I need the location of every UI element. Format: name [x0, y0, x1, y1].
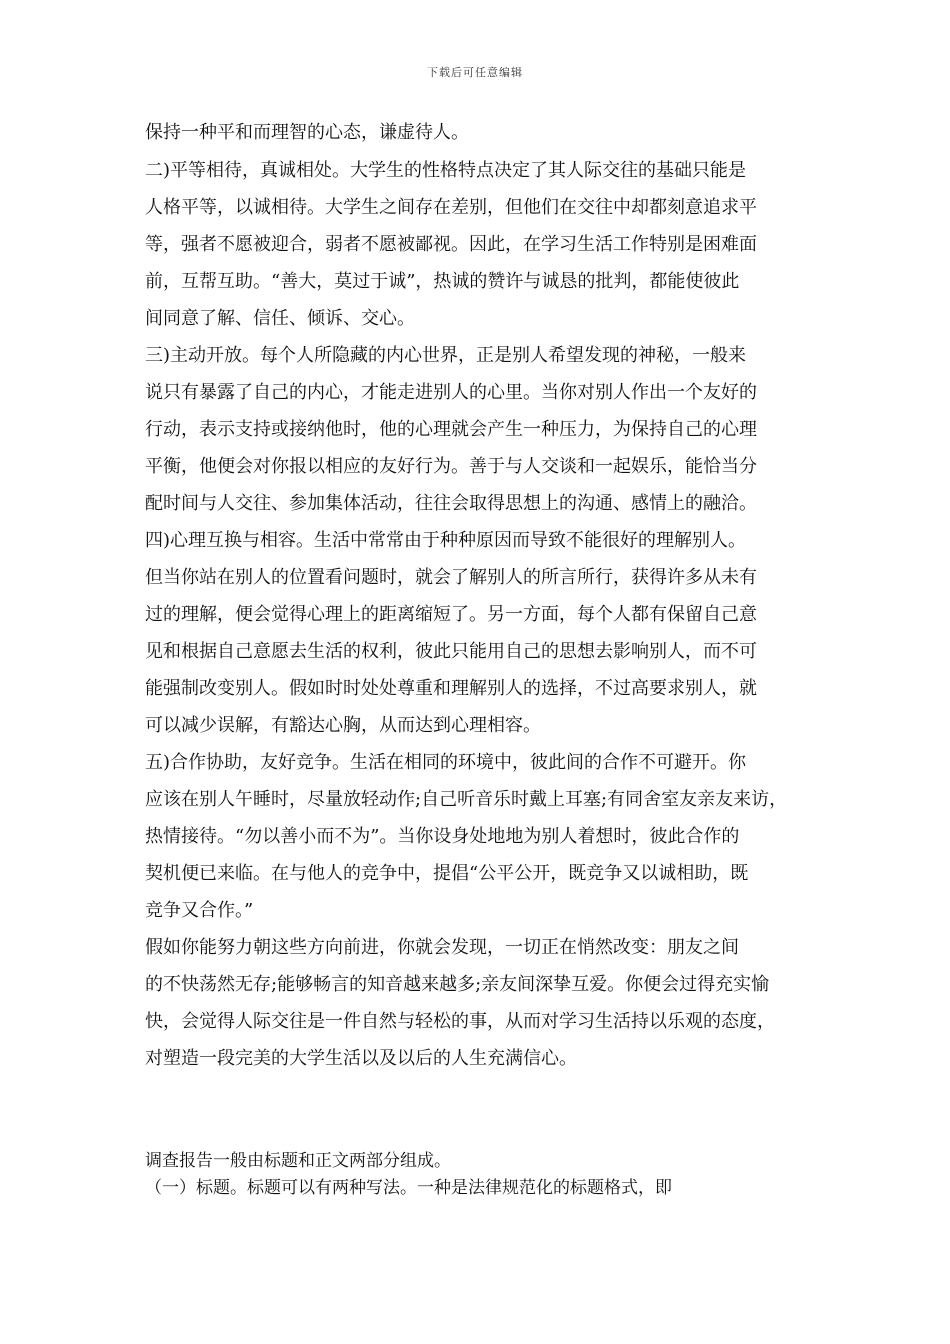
text-line: 但当你站在别人的位置看问题时，就会了解别人的所言所行，获得许多从未有	[145, 567, 757, 588]
text-line: 五)合作协助，友好竞争。生活在相同的环境中，彼此间的合作不可避开。你	[145, 752, 747, 773]
text-line: 调查报告一般由标题和正文两部分组成。	[145, 1151, 451, 1171]
text-line: 间同意了解、信任、倾诉、交心。	[145, 308, 415, 329]
text-line: 能强制改变别人。假如时时处处尊重和理解别人的选择，不过高要求别人，就	[145, 678, 757, 699]
text-line: 的不快荡然无存;能够畅言的知音越来越多;亲友间深挚互爱。你便会过得充实愉	[145, 974, 770, 995]
text-line: 可以减少误解，有豁达心胸，从而达到心理相容。	[145, 715, 541, 736]
page-header: 下载后可任意编辑	[427, 66, 523, 79]
text-line: 说只有暴露了自己的内心，才能走进别人的心里。当你对别人作出一个友好的	[145, 382, 757, 403]
text-line: 见和根据自己意愿去生活的权利，彼此只能用自己的思想去影响别人，而不可	[145, 641, 757, 662]
text-line: 快，会觉得人际交往是一件自然与轻松的事，从而对学习生活持以乐观的态度，	[145, 1011, 775, 1032]
text-line: 热情接待。“勿以善小而不为”。当你设身处地地为别人着想时，彼此合作的	[145, 826, 740, 847]
text-line: 前，互帮互助。“善大，莫过于诚”，热诚的赞许与诚恳的批判，都能使彼此	[145, 271, 740, 292]
text-line: （一）标题。标题可以有两种写法。一种是法律规范化的标题格式，即	[145, 1178, 672, 1198]
text-line: 平衡，他便会对你报以相应的友好行为。善于与人交谈和一起娱乐，能恰当分	[145, 456, 757, 477]
text-line: 过的理解，便会觉得心理上的距离缩短了。另一方面，每个人都有保留自己意	[145, 604, 757, 625]
text-line: 应该在别人午睡时，尽量放轻动作;自己听音乐时戴上耳塞;有同舍室友亲友来访，	[145, 789, 788, 810]
text-line: 保持一种平和而理智的心态，谦虚待人。	[145, 122, 469, 143]
text-line: 配时间与人交往、参加集体活动，往往会取得思想上的沟通、感情上的融洽。	[145, 493, 757, 514]
text-line: 等，强者不愿被迎合，弱者不愿被鄙视。因此，在学习生活工作特别是困难面	[145, 234, 757, 255]
text-line: 行动，表示支持或接纳他时，他的心理就会产生一种压力，为保持自己的心理	[145, 419, 757, 440]
text-line: 人格平等，以诚相待。大学生之间存在差别，但他们在交往中却都刻意追求平	[145, 197, 757, 218]
text-line: 契机便已来临。在与他人的竞争中，提倡“公平公开，既竞争又以诚相助，既	[145, 863, 749, 884]
text-line: 三)主动开放。每个人所隐藏的内心世界，正是别人希望发现的神秘，一般来	[145, 345, 747, 366]
text-line: 假如你能努力朝这些方向前进，你就会发现，一切正在悄然改变：朋友之间	[145, 937, 739, 958]
text-line: 对塑造一段完美的大学生活以及以后的人生充满信心。	[145, 1048, 577, 1069]
text-line: 竞争又合作。”	[145, 900, 254, 921]
text-line: 二)平等相待，真诚相处。大学生的性格特点决定了其人际交往的基础只能是	[145, 160, 747, 181]
text-line: 四)心理互换与相容。生活中常常由于种种原因而导致不能很好的理解别人。	[145, 530, 747, 551]
